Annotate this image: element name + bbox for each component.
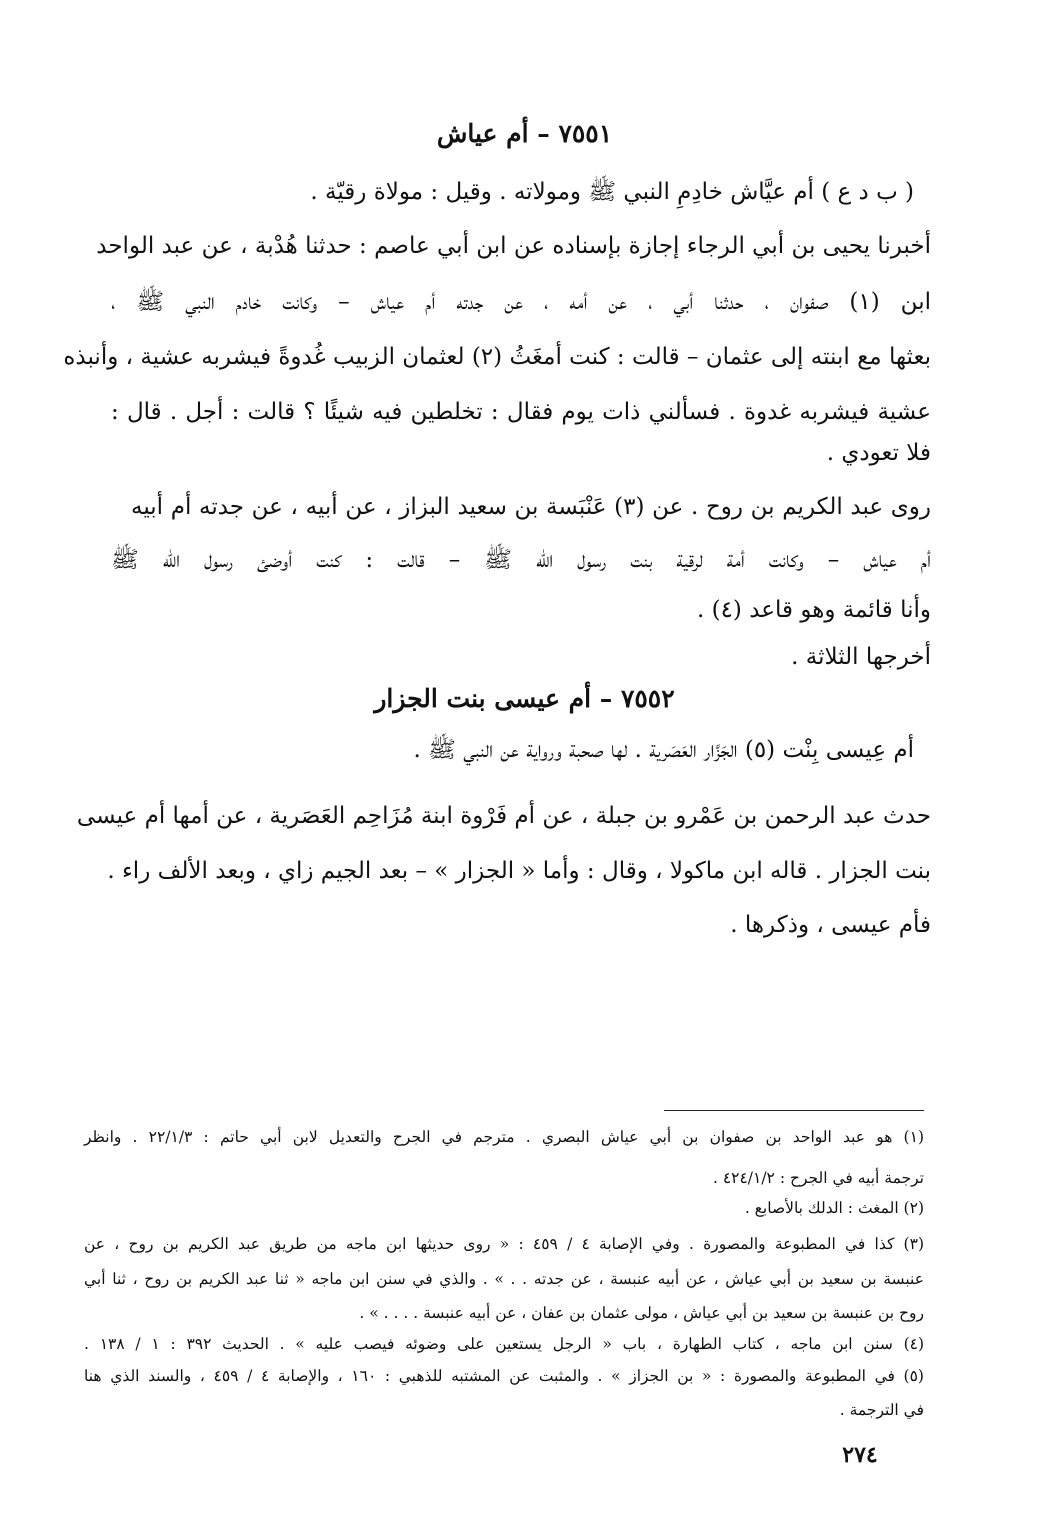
entry-7551-line: بعثها مع ابنته إلى عثمان – قالت : كنت أمغَثُ (٢) لعثمان الزبيب غُدوةً فيشربه عشية ، وأنبذه [63,344,931,370]
footnote-line: (١) هو عبد الواحد بن صفوان بن أبي عياش البصري . مترجم في الجرح والتعديل لابن أبي حاتم : ٢٢/١/٣ . وانظر [84,1128,924,1146]
entry-7551-line: أخرجها الثلاثة . [791,644,931,670]
page-number: ٢٧٤ [842,1442,878,1468]
footnote-separator [664,1110,924,1111]
entry-heading-7552: ٧٥٥٢ – أم عيسى بنت الجزار [374,684,675,713]
footnote-line: في الترجمة . [839,1401,924,1419]
footnote-line: عنبسة بن سعيد بن أبي عياش ، عن أبيه عنبسة ، عن جدته . . » . والذي في سنن ابن ماجه « ثنا عبد الكريم بن روح ، ثنا أبي [84,1270,924,1288]
entry-7551-line: عشية فيشربه غدوة . فسألني ذات يوم فقال : تخلطين فيه شيئًا ؟ قالت : أجل . قال : [111,399,931,425]
entry-7552-line: أم عِيسى بِنْت (٥) الجَزَّار العَصَرية . لها صحبة ورواية عن النبي ﷺ . [413,737,914,763]
entry-7551-line: ( ب د ع ) أم عيَّاش خادِمِ النبي ﷺ ومولاته . وقيل : مولاة رقيّة . [310,179,914,205]
footnote-line: (٢) المغث : الدلك بالأصابع . [744,1199,924,1217]
entry-7552-line: بنت الجزار . قاله ابن ماكولا ، وقال : وأما « الجزار » – بعد الجيم زاي ، وبعد الألف راء . [107,858,931,884]
entry-7551-line: أخبرنا يحيى بن أبي الرجاء إجازة بإسناده عن ابن أبي عاصم : حدثنا هُدْبة ، عن عبد الواحد [96,233,931,259]
entry-7551-line: فلا تعودي . [826,440,931,466]
entry-heading-7551: ٧٥٥١ – أم عياش [436,119,613,148]
entry-7551-line: وأنا قائمة وهو قاعد (٤) . [696,597,931,623]
footnote-line: ترجمة أبيه في الجرح : ٤٢٤/١/٢ . [712,1169,924,1187]
entry-7551-line: ابن (١) صفوان ، حدثنا أبي ، عن أمه ، عن جدته أم عياش – وكانت خادم النبي ﷺ ، [111,289,931,315]
entry-7551-line: أم عياش – وكانت أمة لرقية بنت رسول الله ﷺ – قالت : كنت أوضئ رسول الله ﷺ [111,547,931,573]
entry-7552-line: حدث عبد الرحمن بن عَمْرو بن جبلة ، عن أم فَرْوة ابنة مُزَاحِم العَصَرية ، عن أمها أم عيسى [76,803,931,829]
footnote-line: روح بن عنبسة بن سعيد بن أبي عياش ، مولى عثمان بن عفان ، عن أبيه عنبسة . . . . » . [359,1304,924,1322]
footnote-line: (٥) في المطبوعة والمصورة : « بن الجزاز » . والمثبت عن المشتبه للذهبي : ١٦٠ ، والإصابة ٤ / ٤٥٩ ، والسند الذي هنا [84,1367,924,1385]
entry-7552-line: فأم عيسى ، وذكرها . [730,912,931,938]
footnote-line: (٤) سنن ابن ماجه ، كتاب الطهارة ، باب « الرجل يستعين على وضوئه فيصب عليه » . الحديث ٣٩٢ : ١ / ١٣٨ . [84,1335,925,1353]
footnote-line: (٣) كذا في المطبوعة والمصورة . وفي الإصابة ٤ / ٤٥٩ : « روى حديثها ابن ماجه من طريق عبد الكريم بن روح ، عن [84,1235,924,1253]
entry-7551-line: روى عبد الكريم بن روح . عن (٣) عَنْبَسة بن سعيد البزاز ، عن أبيه ، عن جدته أم أبيه [131,494,931,520]
